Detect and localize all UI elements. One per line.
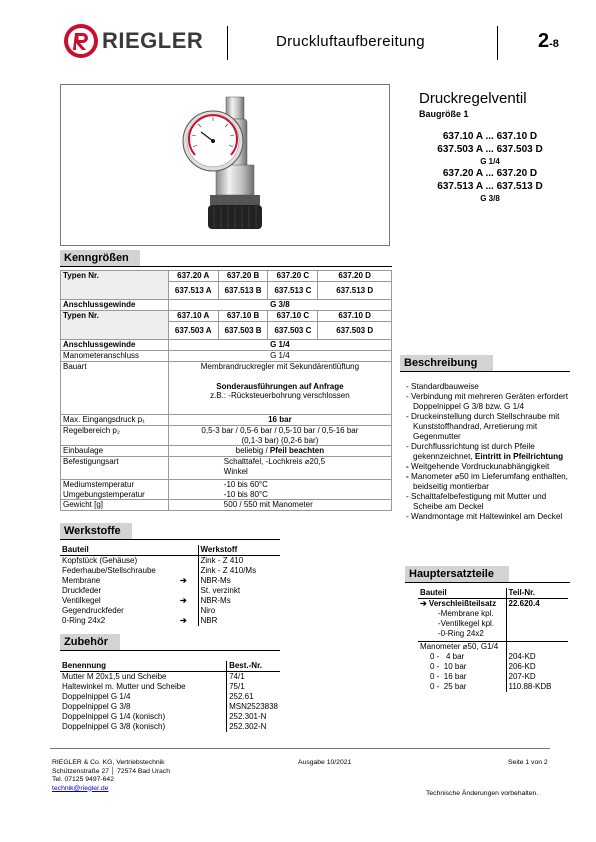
bullet: - bbox=[406, 472, 409, 481]
table-row bbox=[418, 662, 568, 672]
table-row bbox=[61, 426, 392, 446]
type-cell: 637.10 B bbox=[218, 311, 268, 322]
product-image bbox=[60, 84, 390, 246]
materials-table bbox=[60, 545, 280, 626]
table-row bbox=[60, 596, 280, 606]
spec-value: 500 / 550 mit Manometer bbox=[168, 500, 391, 511]
table-row bbox=[61, 300, 392, 311]
table-row bbox=[61, 415, 392, 426]
type-cell: 637.503 A bbox=[168, 322, 218, 340]
table-row bbox=[418, 672, 568, 682]
header-divider bbox=[497, 26, 498, 60]
type-cell: 637.503 C bbox=[268, 322, 318, 340]
table-row bbox=[61, 446, 392, 457]
spec-label: Befestigungsart bbox=[61, 457, 169, 480]
accessories-table bbox=[60, 661, 280, 732]
material-value: St. verzinkt bbox=[200, 586, 241, 595]
thread-size: G 3/8 bbox=[480, 194, 500, 203]
page-title: Druckluftaufbereitung bbox=[276, 33, 425, 50]
description-item bbox=[404, 492, 574, 512]
umgebung-value: -10 bis 80°C bbox=[223, 489, 268, 499]
spare-part-name: ➔ Verschleißteilsatz bbox=[418, 599, 506, 610]
accessory-name: Doppelnippel G 3/8 (konisch) bbox=[60, 722, 227, 732]
page-number bbox=[538, 30, 559, 53]
material-part: Ventilkegel bbox=[62, 596, 101, 605]
material-part: Membrane bbox=[62, 576, 101, 585]
bullet: - bbox=[406, 412, 409, 421]
description-text: Standardbauweise bbox=[411, 382, 479, 391]
description-text: Wandmontage mit Haltewinkel am Deckel bbox=[411, 512, 563, 521]
bullet: - bbox=[406, 392, 409, 401]
description-item bbox=[404, 512, 574, 522]
table-row bbox=[418, 652, 568, 662]
product-code: 637.513 A ... 637.513 D bbox=[437, 181, 543, 192]
spec-value: G 3/8 bbox=[168, 300, 391, 311]
arrow-right-icon: ➔ bbox=[178, 596, 198, 606]
spec-value bbox=[168, 457, 391, 480]
spec-value bbox=[168, 446, 391, 457]
arrow-right-icon: ➔ bbox=[178, 576, 198, 586]
page-number-sub: -8 bbox=[549, 38, 559, 50]
footer-rule bbox=[50, 748, 550, 749]
table-row bbox=[61, 362, 392, 415]
table-row bbox=[60, 692, 280, 702]
spare-part-number: 110.88-KDB bbox=[508, 682, 552, 691]
einbau-value: beliebig / bbox=[235, 446, 270, 455]
table-row bbox=[61, 457, 392, 480]
spec-value bbox=[168, 480, 391, 500]
accessory-number: MSN2523838 bbox=[229, 702, 278, 711]
pressure-regulator-illustration bbox=[61, 85, 389, 245]
gauge-range: 0 - 25 bar bbox=[418, 682, 506, 692]
section-rule bbox=[60, 650, 280, 651]
type-cell: 637.513 A bbox=[168, 282, 218, 300]
material-part: Druckfeder bbox=[62, 586, 102, 595]
table-row bbox=[60, 712, 280, 722]
section-rule bbox=[405, 582, 570, 583]
col-header: Bauteil bbox=[60, 545, 178, 556]
arrow-right-icon: ➔ bbox=[178, 616, 198, 626]
bullet: - bbox=[406, 382, 409, 391]
type-cell: 637.20 B bbox=[218, 271, 268, 282]
footer-email-link[interactable]: technik@riegler.de bbox=[52, 784, 109, 792]
spec-label: Bauart bbox=[61, 362, 169, 415]
section-heading-werkstoffe: Werkstoffe bbox=[60, 523, 132, 539]
regel-line: 0,5-3 bar / 0,5-6 bar / 0,5-10 bar / 0,5-16 bar bbox=[201, 426, 359, 435]
material-part: 0-Ring 24x2 bbox=[62, 616, 106, 625]
material-value: Zink - Z 410/Ms bbox=[200, 566, 257, 575]
description-item bbox=[404, 382, 574, 392]
table-header-row bbox=[60, 661, 280, 672]
spare-part-component: -Membrane kpl. bbox=[418, 609, 506, 619]
thread-size: G 1/4 bbox=[480, 157, 500, 166]
arrow-right-icon bbox=[178, 566, 198, 576]
spec-label: Einbaulage bbox=[61, 446, 169, 457]
table-row bbox=[61, 311, 392, 322]
accessory-number: 74/1 bbox=[229, 672, 245, 681]
spec-label: Max. Eingangsdruck p₁ bbox=[61, 415, 169, 426]
table-row bbox=[418, 599, 568, 610]
type-cell: 637.10 C bbox=[268, 311, 318, 322]
spare-parts-table bbox=[418, 588, 568, 692]
spec-label bbox=[61, 480, 169, 500]
accessory-name: Doppelnippel G 3/8 bbox=[60, 702, 227, 712]
table-row bbox=[61, 351, 392, 362]
spec-value bbox=[168, 426, 391, 446]
product-codes bbox=[414, 130, 566, 204]
material-value: Niro bbox=[200, 606, 216, 615]
bullet: - bbox=[406, 512, 409, 521]
bullet: - bbox=[406, 442, 409, 451]
table-row bbox=[418, 642, 568, 653]
material-value: NBR bbox=[200, 616, 218, 625]
brand-logo bbox=[64, 24, 203, 58]
type-cell: 637.20 D bbox=[318, 271, 392, 282]
umgebung-label: Umgebungstemperatur bbox=[63, 489, 145, 499]
spec-value: G 1/4 bbox=[168, 340, 391, 351]
table-row bbox=[60, 722, 280, 732]
table-row bbox=[60, 606, 280, 616]
col-header: Teil-Nr. bbox=[506, 588, 568, 599]
type-cell: 637.10 D bbox=[318, 311, 392, 322]
footer-phone: Tel. 07125 9497-642 bbox=[52, 776, 114, 783]
bullet: - bbox=[406, 462, 409, 471]
description-text: Durchflussrichtung ist durch Pfeile gekennzeichnet, bbox=[411, 442, 535, 461]
footer-street: Schützenstraße 27 │ 72574 Bad Urach bbox=[52, 767, 170, 775]
section-heading-kenngroessen: Kenngrößen bbox=[60, 250, 140, 266]
type-cell: 637.20 C bbox=[268, 271, 318, 282]
spare-part-number: 206-KD bbox=[508, 662, 536, 671]
product-title: Druckregelventil bbox=[419, 90, 527, 107]
spec-label: Anschlussgewinde bbox=[61, 300, 169, 311]
footer-notice: Technische Änderungen vorbehalten. bbox=[426, 790, 539, 797]
table-row bbox=[61, 500, 392, 511]
table-header-row bbox=[60, 545, 280, 556]
col-header: Bauteil bbox=[418, 588, 506, 599]
spare-part-number: 207-KD bbox=[508, 672, 536, 681]
type-cell: 637.20 A bbox=[168, 271, 218, 282]
spare-part-component: -Ventilkegel kpl. bbox=[418, 619, 506, 629]
bauart-cell bbox=[168, 362, 391, 415]
spec-label: Gewicht [g] bbox=[61, 500, 169, 511]
material-value: Zink - Z 410 bbox=[200, 556, 244, 565]
material-value: NBR-Ms bbox=[200, 596, 231, 605]
spec-value: 16 bar bbox=[168, 415, 391, 426]
spec-label: Regelbereich p₂ bbox=[61, 426, 169, 446]
regel-line: (0,1-3 bar) (0,2-6 bar) bbox=[241, 435, 319, 445]
header-divider bbox=[227, 26, 228, 60]
typen-label: Typen Nr. bbox=[61, 271, 169, 282]
description-text: Verbindung mit mehreren Geräten erfordert Doppelnippel G 3/8 bzw. G 1/4 bbox=[411, 392, 569, 411]
accessory-name: Doppelnippel G 1/4 bbox=[60, 692, 227, 702]
section-heading-beschreibung: Beschreibung bbox=[400, 355, 493, 371]
table-row bbox=[60, 576, 280, 586]
bullet: - bbox=[406, 492, 409, 501]
table-row bbox=[418, 619, 568, 629]
befest-line: Winkel bbox=[223, 466, 248, 476]
description-item bbox=[404, 472, 574, 492]
col-header: Werkstoff bbox=[198, 545, 280, 556]
table-row bbox=[60, 702, 280, 712]
table-row bbox=[61, 271, 392, 282]
spare-part-name: Manometer ⌀50, G1/4 bbox=[418, 642, 506, 653]
product-code: 637.10 A ... 637.10 D bbox=[442, 131, 538, 142]
section-heading-hauptersatzteile: Hauptersatzteile bbox=[405, 566, 509, 582]
table-row bbox=[418, 682, 568, 692]
einbau-note: Pfeil beachten bbox=[269, 446, 325, 455]
medium-value: -10 bis 60°C bbox=[223, 480, 268, 489]
befest-line: Schalttafel, -Lochkreis ⌀20,5 bbox=[223, 457, 326, 466]
material-value: NBR-Ms bbox=[200, 576, 231, 585]
medium-label: Mediumstemperatur bbox=[63, 480, 135, 489]
type-cell: 637.513 B bbox=[218, 282, 268, 300]
product-code: 637.503 A ... 637.503 D bbox=[437, 144, 543, 155]
product-size: Baugröße 1 bbox=[419, 109, 469, 119]
type-cell: 637.503 B bbox=[218, 322, 268, 340]
table-row bbox=[60, 672, 280, 683]
table-row bbox=[418, 629, 568, 642]
table-row bbox=[60, 616, 280, 626]
description-item bbox=[404, 462, 574, 472]
accessory-number: 252.301-N bbox=[229, 712, 267, 721]
table-row bbox=[61, 322, 392, 340]
specs-table bbox=[60, 270, 392, 511]
description-text: Weitgehende Vordruckunabhängigkeit bbox=[411, 462, 550, 471]
section-rule bbox=[400, 371, 570, 372]
section-rule bbox=[60, 266, 392, 267]
table-row bbox=[418, 609, 568, 619]
footer-page-count: Seite 1 von 2 bbox=[508, 759, 548, 766]
spec-value: Membrandruckregler mit Sekundärentlüftung bbox=[200, 362, 360, 371]
gauge-range: 0 - 10 bar bbox=[418, 662, 506, 672]
page-number-main: 2 bbox=[538, 30, 550, 52]
type-cell: 637.503 D bbox=[318, 322, 392, 340]
accessory-name: Mutter M 20x1,5 und Scheibe bbox=[60, 672, 227, 683]
material-part: Gegendruckfeder bbox=[62, 606, 124, 615]
accessory-number: 252.302-N bbox=[229, 722, 267, 731]
brand-name: RIEGLER bbox=[102, 28, 204, 53]
spare-part-number: 22.620.4 bbox=[508, 599, 540, 608]
col-header: Benennung bbox=[60, 661, 227, 672]
table-row bbox=[60, 566, 280, 576]
description-emphasis: Eintritt in Pfeilrichtung bbox=[474, 452, 564, 461]
table-row bbox=[60, 682, 280, 692]
product-code: 637.20 A ... 637.20 D bbox=[442, 168, 538, 179]
footer-company: RIEGLER & Co. KG, Vertriebstechnik bbox=[52, 759, 165, 766]
accessory-number: 75/1 bbox=[229, 682, 245, 691]
material-part: Federhaube/Stellschraube bbox=[62, 566, 156, 575]
description-text: Schalttafelbefestigung mit Mutter und Scheibe am Deckel bbox=[411, 492, 547, 511]
arrow-right-icon bbox=[178, 606, 198, 616]
arrow-right-icon bbox=[178, 556, 198, 567]
description-text: Manometer ⌀50 im Lieferumfang enthalten, beidseitig montierbar bbox=[411, 472, 568, 491]
description-item bbox=[404, 442, 574, 462]
accessory-number: 252.61 bbox=[229, 692, 254, 701]
type-cell: 637.513 C bbox=[268, 282, 318, 300]
table-row bbox=[60, 556, 280, 567]
table-row bbox=[61, 480, 392, 500]
table-row bbox=[60, 586, 280, 596]
table-header-row bbox=[418, 588, 568, 599]
footer-address bbox=[52, 759, 170, 793]
spec-value: G 1/4 bbox=[168, 351, 391, 362]
riegler-logo-icon bbox=[64, 24, 98, 58]
type-cell: 637.10 A bbox=[168, 311, 218, 322]
description-item bbox=[404, 392, 574, 412]
type-cell: 637.513 D bbox=[318, 282, 392, 300]
footer-edition: Ausgabe 10/2021 bbox=[298, 759, 352, 766]
spare-part-component: -0-Ring 24x2 bbox=[418, 629, 506, 642]
description-list bbox=[404, 382, 574, 522]
sonder-value: z.B.: -Rücksteuerbohrung verschlossen bbox=[210, 391, 350, 400]
gauge-range: 0 - 4 bar bbox=[418, 652, 506, 662]
table-row bbox=[61, 340, 392, 351]
section-heading-zubehoer: Zubehör bbox=[60, 634, 120, 650]
sonder-title: Sonderausführungen auf Anfrage bbox=[216, 381, 344, 391]
accessory-name: Doppelnippel G 1/4 (konisch) bbox=[60, 712, 227, 722]
spare-part-number: 204-KD bbox=[508, 652, 536, 661]
spec-label: Manometeranschluss bbox=[61, 351, 169, 362]
description-item bbox=[404, 412, 574, 442]
table-row bbox=[61, 282, 392, 300]
typen-label: Typen Nr. bbox=[61, 311, 169, 322]
material-part: Kopfstück (Gehäuse) bbox=[62, 556, 138, 565]
description-text: Druckeinstellung durch Stellschraube mit Kunststoffhandrad, Arretierung mit Gegenmutter bbox=[411, 412, 560, 441]
col-header: Best.-Nr. bbox=[227, 661, 280, 672]
accessory-name: Haltewinkel m. Mutter und Scheibe bbox=[60, 682, 227, 692]
section-rule bbox=[60, 539, 280, 540]
gauge-range: 0 - 16 bar bbox=[418, 672, 506, 682]
arrow-right-icon bbox=[178, 586, 198, 596]
spec-label: Anschlussgewinde bbox=[61, 340, 169, 351]
